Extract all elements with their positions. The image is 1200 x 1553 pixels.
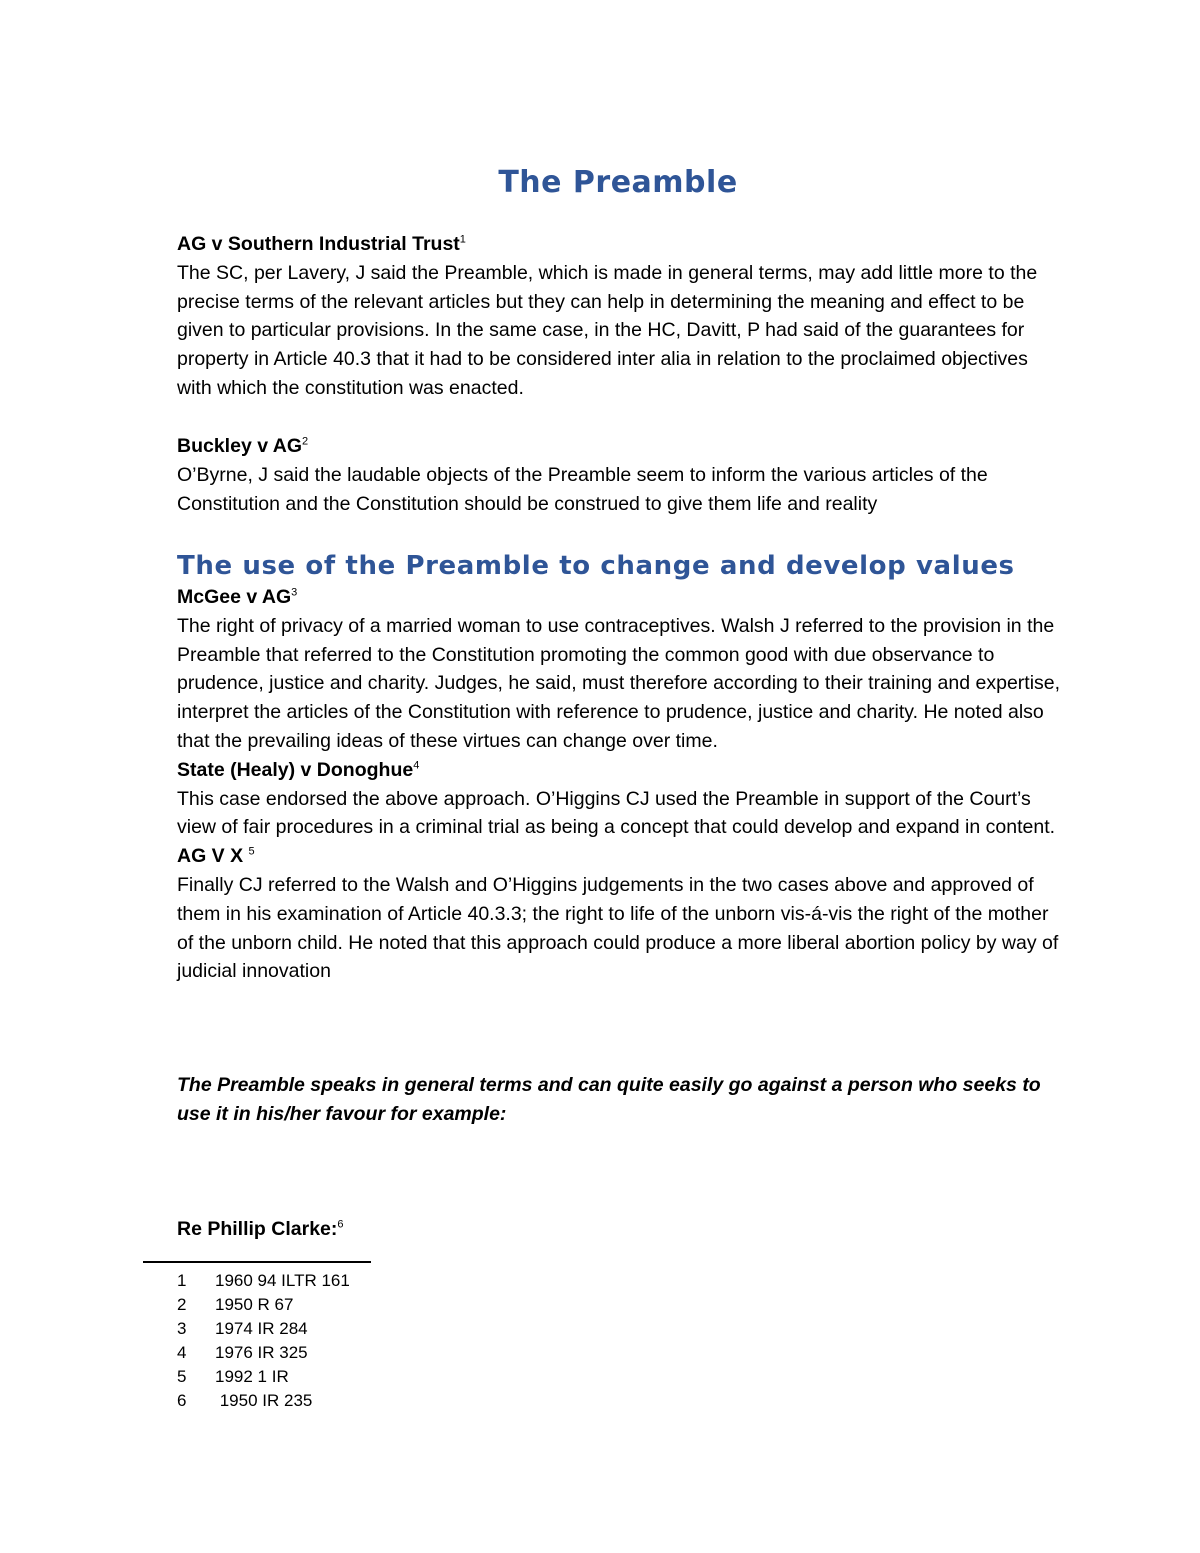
case-buckley-v-ag <box>177 432 1067 518</box>
footnote-divider <box>143 1261 371 1263</box>
section-heading: The use of the Preamble to change and develop values <box>177 551 1015 581</box>
case-heading <box>177 1215 1067 1244</box>
case-heading <box>177 583 1067 612</box>
case-body: The right of privacy of a married woman to use contraceptives. Walsh J referred to the provision in the Preamble that referred to the Constitution promoting the common good with due observance to prudence, justice and charity. Judges, he said, must therefore according to their training and expertise, interpret the articles of the Constitution with reference to prudence, justice and charity. He noted also that the prevailing ideas of these virtues can change over time. <box>177 614 1061 752</box>
footnote-text: 1950 IR 235 <box>215 1391 313 1410</box>
footnote-row <box>177 1293 350 1317</box>
footnote-row <box>177 1269 350 1293</box>
footnotes <box>177 1269 350 1413</box>
footnote-row <box>177 1389 350 1413</box>
footnote-ref: 5 <box>248 845 255 858</box>
case-heading-text: Re Phillip Clarke: <box>177 1218 338 1240</box>
footnote-number: 6 <box>177 1391 187 1410</box>
footnote-row <box>177 1317 350 1341</box>
footnote-text: 1974 IR 284 <box>215 1319 308 1338</box>
footnote-text: 1976 IR 325 <box>215 1343 308 1362</box>
footnote-text: 1992 1 IR <box>215 1367 289 1386</box>
footnote-text: 1950 R 67 <box>215 1295 294 1314</box>
footnote-ref: 4 <box>413 759 420 772</box>
case-body: O’Byrne, J said the laudable objects of the Preamble seem to inform the various articles of the Constitution and the Constitution should be construed to give them life and reality <box>177 463 988 515</box>
footnote-ref: 2 <box>302 435 309 448</box>
italic-note <box>177 1071 1067 1129</box>
case-heading <box>177 756 1067 785</box>
footnote-text: 1960 94 ILTR 161 <box>215 1271 350 1290</box>
italic-note-text: The Preamble speaks in general terms and can quite easily go against a person who seeks to use it in his/her favour for example: <box>177 1074 1041 1125</box>
case-heading <box>177 842 1067 871</box>
footnote-row <box>177 1341 350 1365</box>
case-heading <box>177 432 1067 461</box>
case-heading-text: State (Healy) v Donoghue <box>177 758 414 781</box>
footnote-number: 1 <box>177 1271 187 1290</box>
case-heading-text: McGee v AG <box>177 586 292 608</box>
footnote-ref: 3 <box>291 586 298 599</box>
page-title: The Preamble <box>498 165 738 200</box>
case-heading-text: AG v Southern Industrial Trust <box>177 233 460 255</box>
case-body: This case endorsed the above approach. O’Higgins CJ used the Preamble in support of the Court’s view of fair procedures in a criminal trial as being a concept that could develop and expand in content. <box>177 787 1056 839</box>
case-mcgee-v-ag <box>177 583 1067 986</box>
footnote-number: 4 <box>177 1343 187 1362</box>
case-body: Finally CJ referred to the Walsh and O’Higgins judgements in the two cases above and approved of them in his examination of Article 40.3.3; the right to life of the unborn vis-á-vis the right of the mother of the unborn child. He noted that this approach could produce a more liberal abortion policy by way of judicial innovation <box>177 873 1059 983</box>
footnote-number: 3 <box>177 1319 187 1338</box>
case-body: The SC, per Lavery, J said the Preamble, which is made in general terms, may add little more to the precise terms of the relevant articles but they can help in determining the meaning and effect to be given to particular provisions. In the same case, in the HC, Davitt, P had said of the guarantees for property in Article 40.3 that it had to be considered inter alia in relation to the proclaimed objectives with which the constitution was enacted. <box>177 261 1038 399</box>
case-heading-text: Buckley v AG <box>177 435 302 457</box>
footnote-number: 5 <box>177 1367 187 1386</box>
case-heading <box>177 230 1067 259</box>
footnote-ref: 1 <box>459 233 466 246</box>
case-heading-text: AG V X <box>177 845 249 868</box>
case-re-phillip-clarke <box>177 1215 1067 1244</box>
footnote-number: 2 <box>177 1295 187 1314</box>
footnote-ref: 6 <box>337 1218 344 1231</box>
footnote-row <box>177 1365 350 1389</box>
case-southern-industrial-trust <box>177 230 1067 403</box>
